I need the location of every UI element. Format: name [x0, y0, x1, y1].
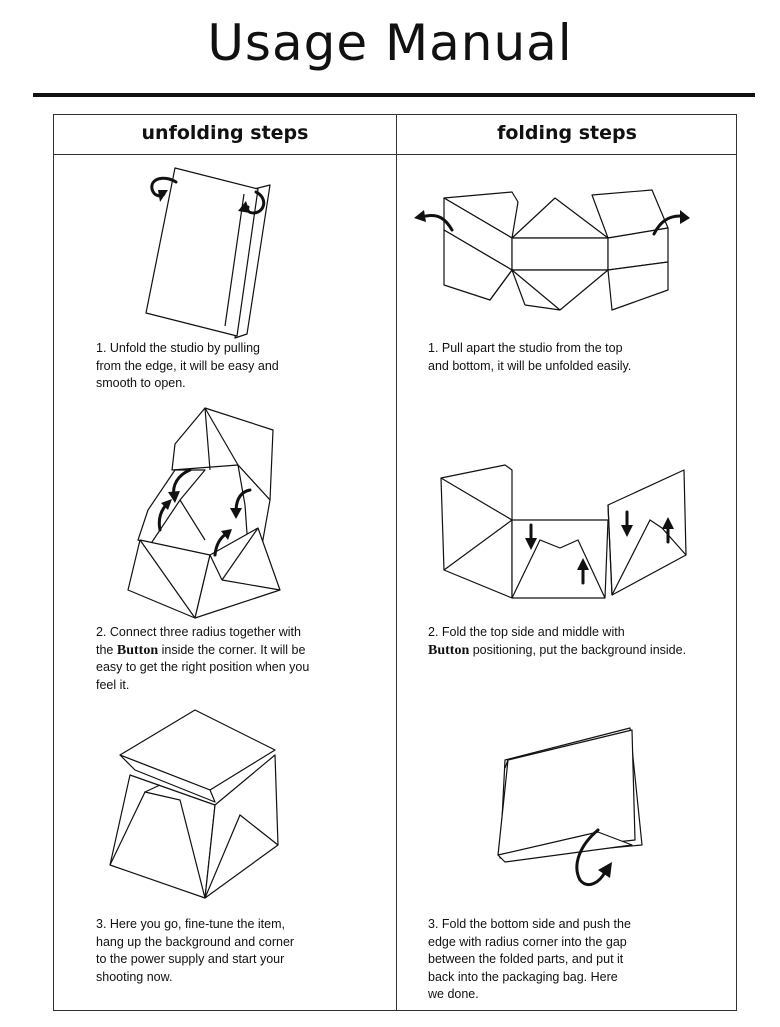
unfold-step-2-text: 2. Connect three radius together with the Button inside the corner. It will be easy to get the right position when you feel it. — [96, 625, 310, 692]
page-title: Usage Manual — [207, 14, 573, 72]
fold-step-1-text: 1. Pull apart the studio from the top and bottom, it will be unfolded easily. — [428, 341, 632, 373]
fold-step-2-text: 2. Fold the top side and middle with Button positioning, put the background inside. — [428, 625, 687, 658]
folding-heading: folding steps — [497, 122, 637, 144]
button-keyword: Button — [428, 642, 470, 658]
button-keyword: Button — [116, 642, 159, 658]
unfolding-heading: unfolding steps — [141, 122, 309, 144]
unfold-step-1-text: 1. Unfold the studio by pulling from the edge, it will be easy and smooth to open. — [96, 341, 279, 390]
unfold-step-3-text: 3. Here you go, fine-tune the item, hang up the background and corner to the power supply and start your shooting now. — [96, 917, 295, 984]
fold-step-3-text: 3. Fold the bottom side and push the edge with radius corner into the gap between the folded parts, and put it back into the packaging bag. Here we done. — [428, 917, 631, 1001]
